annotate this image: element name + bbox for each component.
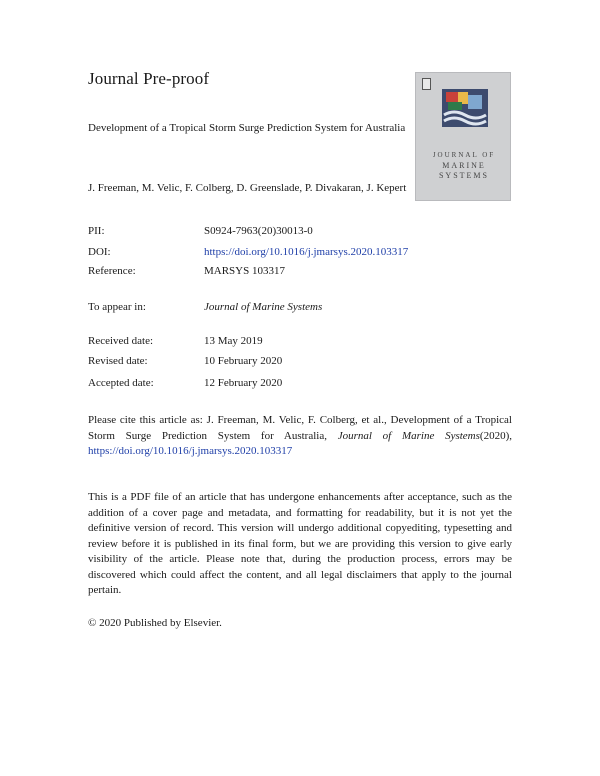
cover-art-block (448, 102, 462, 110)
cover-art-block (468, 95, 482, 109)
journal-cover-thumbnail (415, 72, 511, 201)
citation-doi-link[interactable]: https://doi.org/10.1016/j.jmarsys.2020.103317 (88, 445, 293, 457)
copyright-notice: © 2020 Published by Elsevier. (88, 617, 222, 629)
meta-label: Accepted date: (88, 377, 154, 389)
citation-journal: Journal of Marine Systems (337, 429, 480, 442)
citation-paragraph (88, 413, 512, 460)
citation-year: (2020), (479, 429, 512, 442)
meta-label: Revised date: (88, 355, 148, 367)
author-list: J. Freeman, M. Velic, F. Colberg, D. Greenslade, P. Divakaran, J. Kepert (88, 182, 407, 194)
meta-value: S0924-7963(20)30013-0 (204, 225, 313, 237)
meta-value: Journal of Marine Systems (204, 301, 323, 313)
cover-journal-name-line2: MARINE (442, 161, 486, 170)
meta-value: 12 February 2020 (204, 377, 283, 389)
meta-value: 10 February 2020 (204, 355, 283, 367)
cover-journal-name-line1: JOURNAL OF (432, 151, 496, 159)
meta-label: Reference: (88, 265, 136, 277)
cover-journal-name-line3: SYSTEMS (438, 171, 489, 180)
meta-value: 13 May 2019 (204, 335, 263, 347)
meta-label: PII: (88, 225, 105, 237)
meta-label: DOI: (88, 246, 111, 258)
preproof-heading: Journal Pre-proof (88, 69, 210, 88)
article-title: Development of a Tropical Storm Surge Prediction System for Australia (88, 122, 406, 134)
cover-art-block (446, 92, 458, 102)
preproof-notice: This is a PDF file of an article that has undergone enhancements after acceptance, such as the addition of a cover page and metadata, and formatting for readability, but it is not yet the definitive version of record. This version will undergo additional copyediting, typesetting and review before it is published in its final form, but we are providing this version to give early visibility of the article. Please note that, during the production process, errors may be discovered which could affect the content, and all legal disclaimers that apply to the journal pertain. (88, 491, 512, 596)
publisher-logo-icon (422, 78, 431, 90)
cover-artwork (442, 89, 488, 127)
doi-link[interactable]: https://doi.org/10.1016/j.jmarsys.2020.103317 (204, 246, 409, 258)
meta-label: To appear in: (88, 301, 146, 313)
meta-label: Received date: (88, 335, 154, 347)
meta-value: MARSYS 103317 (204, 265, 285, 277)
citation-text: Please cite this article as: J. Freeman, M. Velic, F. Colberg, et al., Development of a Tropical Storm Surge Prediction System for Australia, (88, 414, 512, 442)
